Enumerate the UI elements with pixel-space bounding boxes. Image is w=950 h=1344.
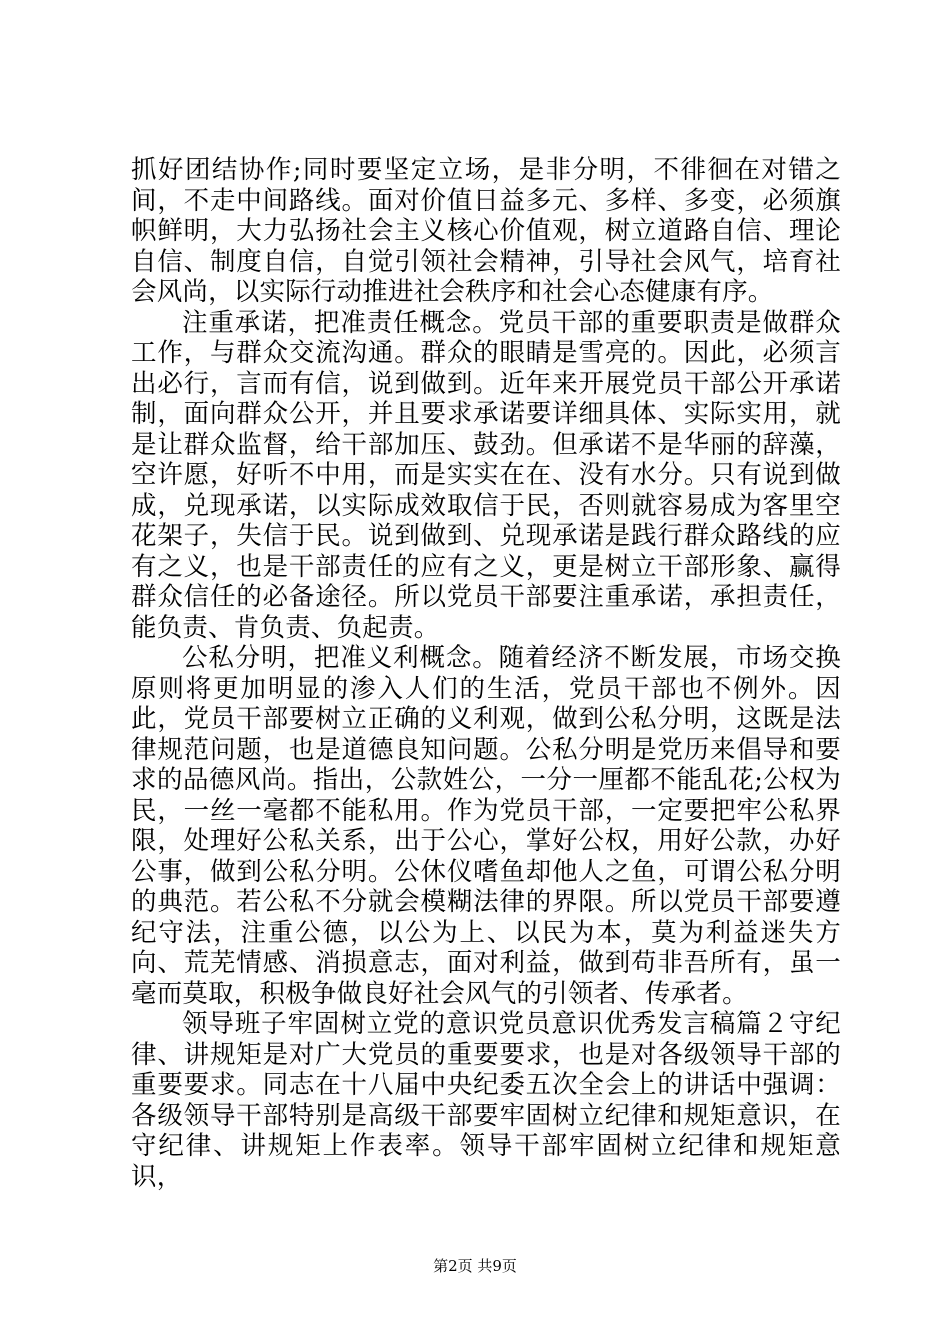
paragraph-2: 注重承诺，把准责任概念。党员干部的重要职责是做群众工作，与群众交流沟通。群众的眼睛是雪亮的。因此，必须言出必行，言而有信，说到做到。近年来开展党员干部公开承诺制，面向群众公开，并且要求承诺要详细具体、实际实用，就是让群众监督，给干部加压、鼓劲。但承诺不是华丽的辞藻，空许愿，好听不中用，而是实实在在、没有水分。只有说到做成，兑现承诺，以实际成效取信于民，否则就容易成为客里空花架子，失信于民。说到做到、兑现承诺是践行群众路线的应有之义，也是干部责任的应有之义，更是树立干部形象、赢得群众信任的必备途径。所以党员干部要注重承诺，承担责任，能负责、肯负责、负起责。 <box>131 307 841 643</box>
paragraph-1: 抓好团结协作;同时要坚定立场，是非分明，不徘徊在对错之间，不走中间路线。面对价值日益多元、多样、多变，必须旗帜鲜明，大力弘扬社会主义核心价值观，树立道路自信、理论自信、制度自信，自觉引领社会精神，引导社会风气，培育社会风尚，以实际行动推进社会秩序和社会心态健康有序。 <box>131 155 841 307</box>
paragraph-4: 领导班子牢固树立党的意识党员意识优秀发言稿篇２守纪律、讲规矩是对广大党员的重要要求，也是对各级领导干部的重要要求。同志在十八届中央纪委五次全会上的讲话中强调：各级领导干部特别是高级干部要牢固树立纪律和规矩意识，在守纪律、讲规矩上作表率。领导干部牢固树立纪律和规矩意识， <box>131 1009 841 1192</box>
document-body <box>131 155 841 1192</box>
paragraph-3: 公私分明，把准义利概念。随着经济不断发展，市场交换原则将更加明显的渗入人们的生活，党员干部也不例外。因此，党员干部要树立正确的义利观，做到公私分明，这既是法律规范问题，也是道德良知问题。公私分明是党历来倡导和要求的品德风尚。指出，公款姓公，一分一厘都不能乱花;公权为民，一丝一毫都不能私用。作为党员干部，一定要把牢公私界限，处理好公私关系，出于公心，掌好公权，用好公款，办好公事，做到公私分明。公休仪嗜鱼却他人之鱼，可谓公私分明的典范。若公私不分就会模糊法律的界限。所以党员干部要遵纪守法，注重公德，以公为上、以民为本，莫为利益迷失方向、荒芜情感、消损意志，面对利益，做到苟非吾所有，虽一毫而莫取，积极争做良好社会风气的引领者、传承者。 <box>131 643 841 1009</box>
page-number: 第2页 共9页 <box>433 1257 517 1275</box>
